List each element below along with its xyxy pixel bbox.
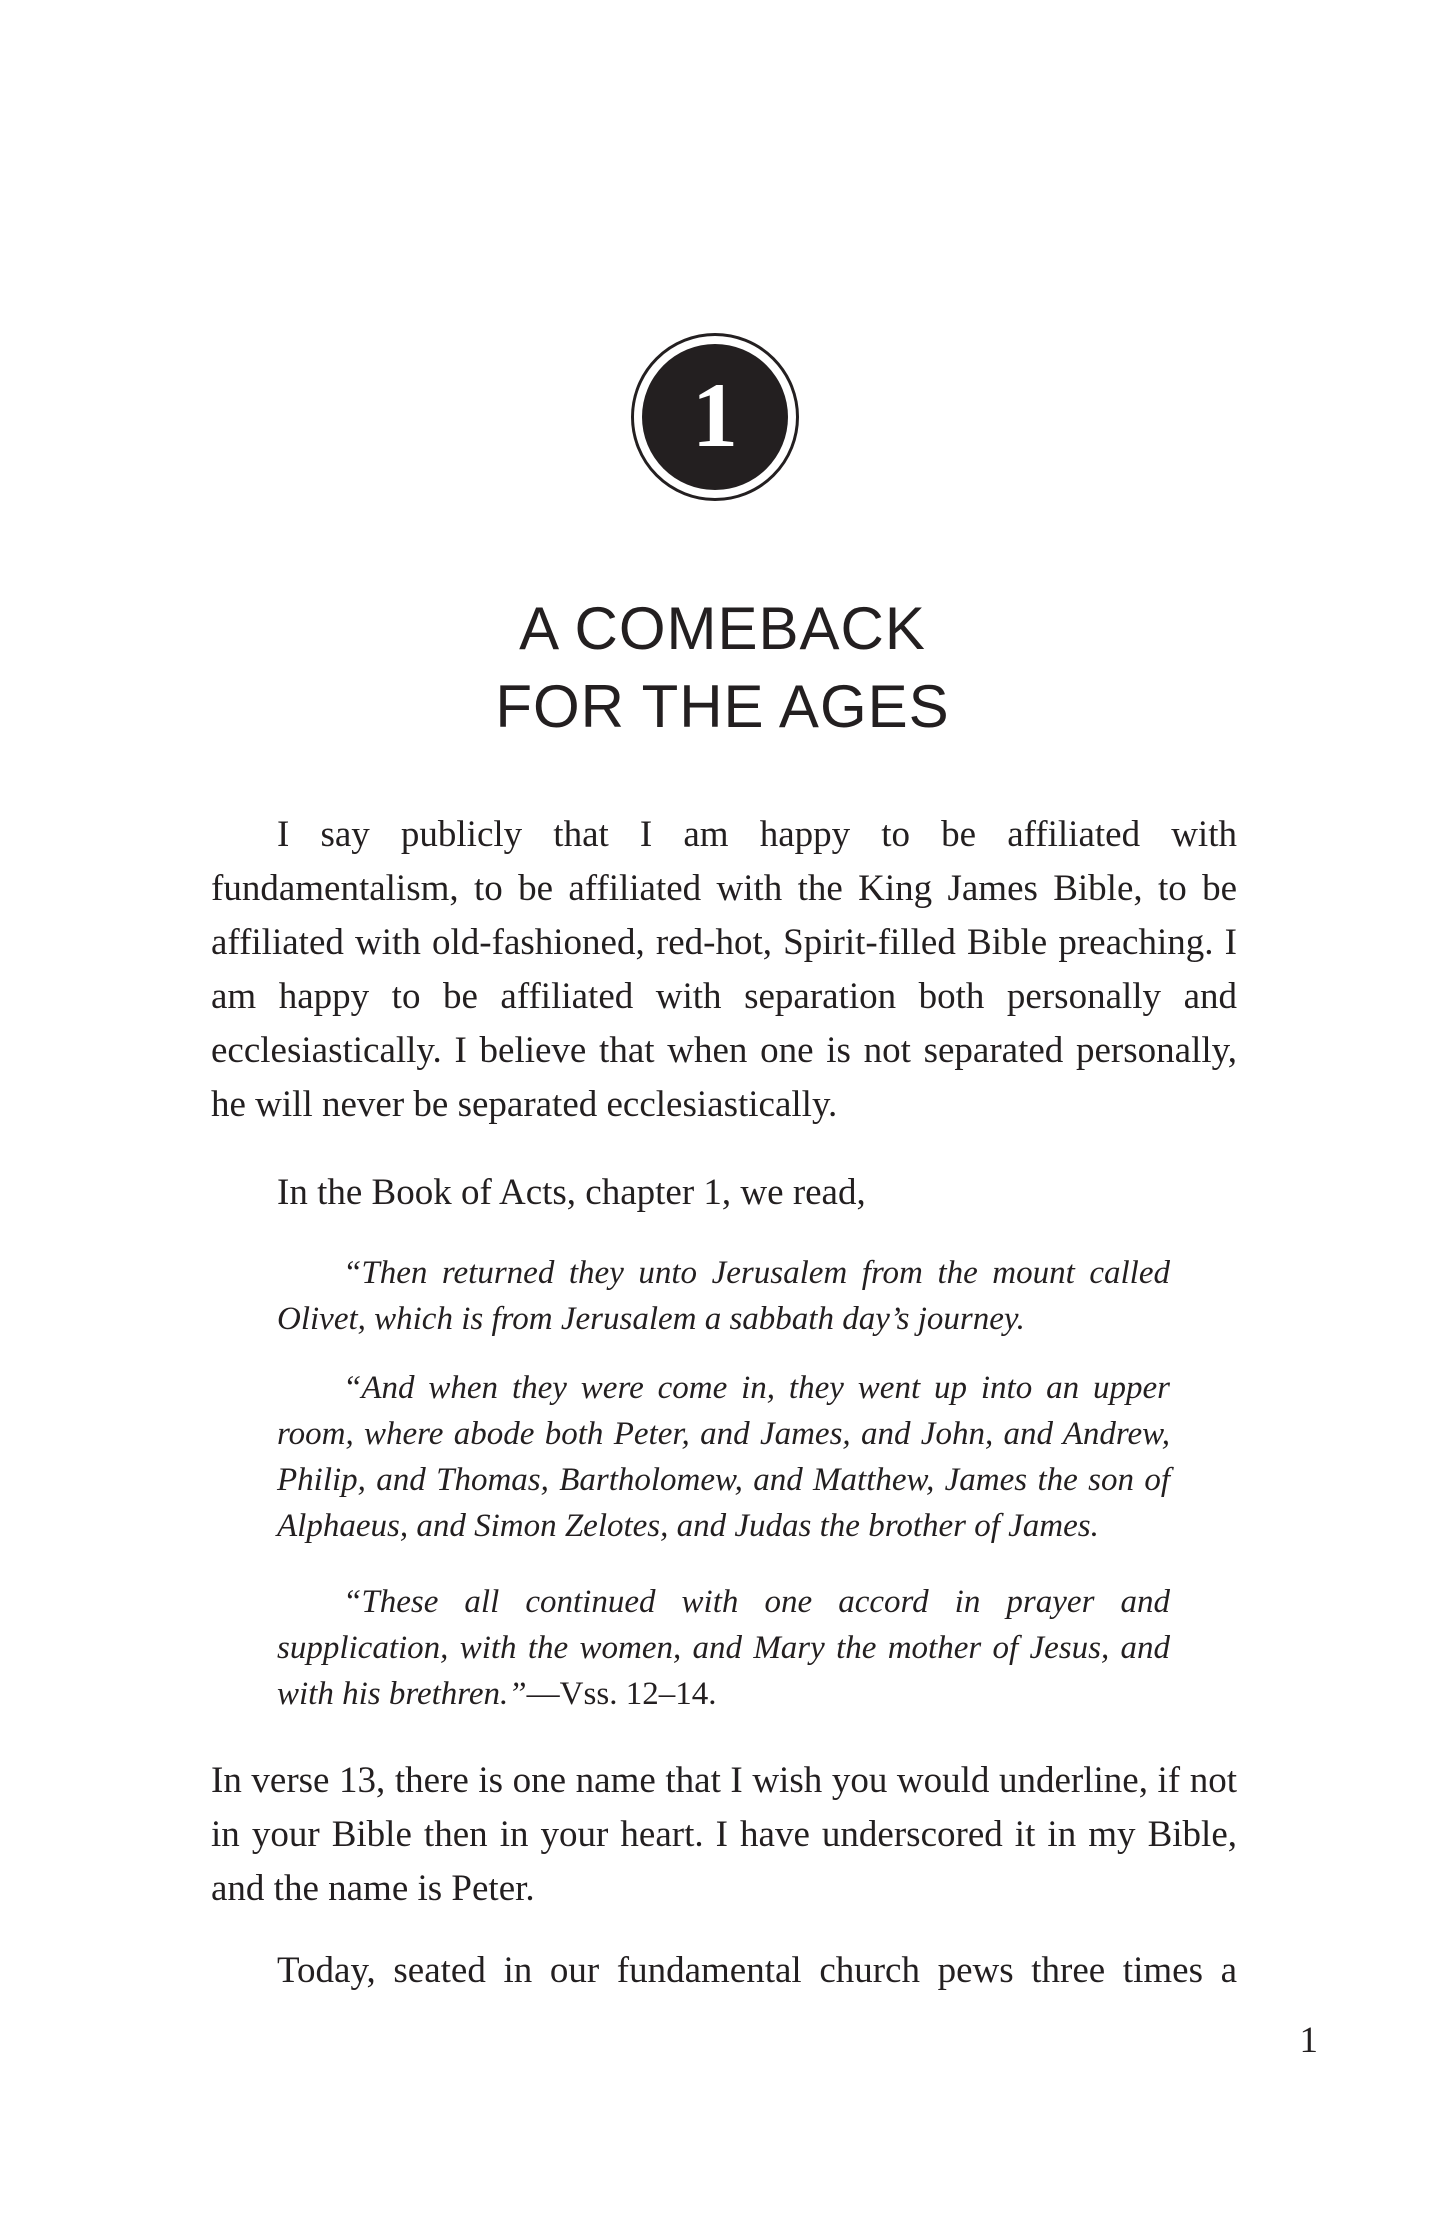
paragraph-affiliation: I say publicly that I am happy to be affiliated with fundamentalism, to be affiliated with the King James Bible, to be affiliated with old-fashioned, red-hot, Spirit-filled Bible preaching. I am happy to be affiliated with separation both personally and ecclesiastically. I believe that when one is not separated personally, he will never be separated ecclesiastically. — [211, 814, 1237, 1125]
scripture-quote-verse-12: “Then returned they unto Jerusalem from the mount called Olivet, which is from Jerusalem a sabbath day’s journey. — [277, 1255, 1170, 1337]
paragraph-acts-intro: In the Book of Acts, chapter 1, we read, — [277, 1172, 866, 1213]
scripture-quote-verse-13: “And when they were come in, they went up into an upper room, where abode both Peter, and James, and John, and Andrew, Philip, and Thomas, Bartholomew, and Matthew, James the son of Alphaeus, and Simon Zelotes, and Judas the brother of James. — [277, 1370, 1170, 1544]
paragraph-verse-13: In verse 13, there is one name that I wish you would underline, if not in your Bible then in your heart. I have underscored it in my Bible, and the name is Peter. — [211, 1760, 1237, 1909]
scripture-quote-verse-14 — [277, 1579, 1170, 1717]
page-number: 1 — [1299, 2020, 1318, 2061]
chapter-number: 1 — [692, 364, 738, 466]
paragraph-today: Today, seated in our fundamental church pews three times a — [277, 1950, 1237, 1991]
chapter-title-line-1: A COMEBACK — [519, 595, 926, 662]
chapter-title — [0, 590, 1445, 746]
chapter-number-circle — [642, 344, 788, 490]
scripture-reference: —Vss. 12–14. — [526, 1676, 717, 1712]
scripture-quote-verse-14-text: “These all continued with one accord in prayer and supplication, with the women, and Mary the mother of Jesus, and with his brethren.” — [277, 1584, 1170, 1712]
chapter-number-badge — [631, 333, 799, 501]
chapter-title-line-2: FOR THE AGES — [495, 673, 950, 740]
